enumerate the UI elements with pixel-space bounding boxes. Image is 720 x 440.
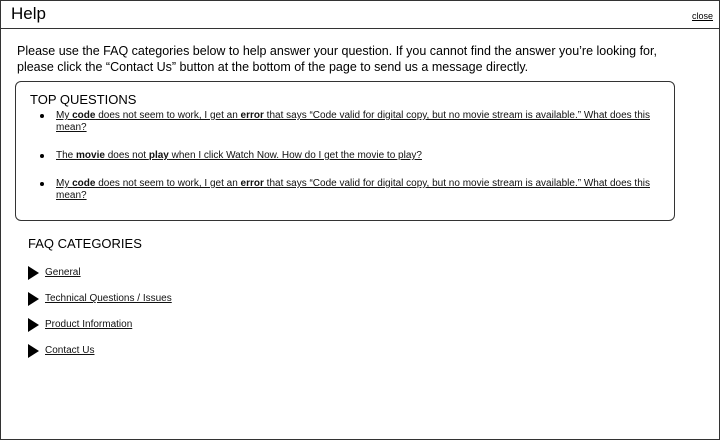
faq-categories-heading: FAQ CATEGORIES [28, 236, 142, 251]
category-link-contact-us[interactable]: Contact Us [45, 345, 95, 356]
question-text: that says “Code valid for digital copy, but no movie stream is available.” What does this mean? [56, 178, 650, 201]
category-link-general[interactable]: General [45, 267, 81, 278]
keyword-error: error [240, 110, 264, 121]
triangle-right-icon [28, 292, 39, 306]
keyword-code: code [72, 178, 96, 189]
triangle-right-icon [28, 344, 39, 358]
title-bar [1, 1, 719, 29]
question-link-3[interactable] [56, 178, 650, 201]
top-questions-heading: TOP QUESTIONS [30, 92, 137, 107]
keyword-movie: movie [76, 150, 105, 161]
top-questions-panel [15, 81, 675, 221]
triangle-right-icon [28, 266, 39, 280]
triangle-right-icon [28, 318, 39, 332]
list-item [40, 150, 660, 162]
intro-paragraph: Please use the FAQ categories below to help answer your question. If you cannot find the answer you’re looking for, please click the “Contact Us” button at the bottom of the page to send us a message directly. [17, 44, 657, 74]
list-item [40, 178, 660, 202]
question-text: does not seem to work, I get an [95, 178, 241, 189]
list-item [40, 110, 660, 134]
keyword-play: play [148, 150, 169, 161]
keyword-code: code [72, 110, 96, 121]
question-text: when I click Watch Now. How do I get the movie to play? [168, 150, 422, 161]
keyword-error: error [240, 178, 264, 189]
question-text: The [56, 150, 77, 161]
window-title: Help [11, 4, 46, 23]
category-link-product-info[interactable]: Product Information [45, 319, 133, 330]
close-link[interactable]: close [691, 11, 713, 21]
intro-text [17, 43, 697, 75]
category-link-technical[interactable]: Technical Questions / Issues [45, 293, 172, 304]
question-text: My [56, 178, 73, 189]
question-text: does not [104, 150, 149, 161]
question-link-1[interactable] [56, 110, 650, 133]
question-text: My [56, 110, 73, 121]
question-link-2[interactable] [56, 150, 422, 161]
top-questions-list [40, 110, 660, 218]
question-text: that says “Code valid for digital copy, but no movie stream is available.” What does this mean? [56, 110, 650, 133]
question-text: does not seem to work, I get an [95, 110, 241, 121]
